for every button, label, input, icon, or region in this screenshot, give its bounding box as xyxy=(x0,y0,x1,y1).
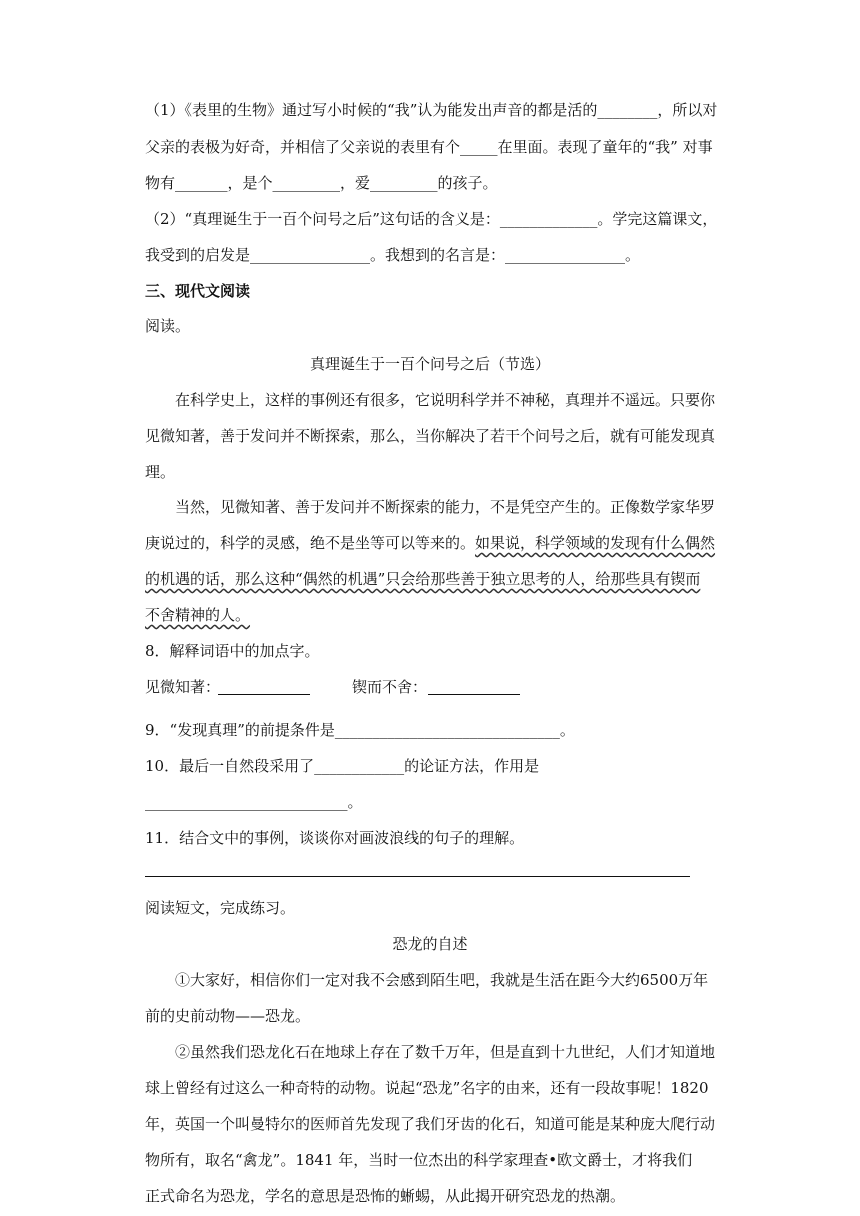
passage1-p1-line2: 见微知著，善于发问并不断探索，那么，当你解决了若干个问号之后，就有可能发现真 xyxy=(145,427,716,445)
passage2-p2-line1: ②虽然我们恐龙化石在地球上存在了数千万年，但是直到十九世纪，人们才知道地 xyxy=(175,1043,716,1061)
question-10-line2: ___________________________。 xyxy=(145,793,363,811)
q7-1-line2: 父亲的表极为好奇，并相信了父亲说的表里有个_____在里面。表现了童年的“我” 对事 xyxy=(145,138,713,156)
passage1-p2-line1: 当然，见微知著、善于发问并不断探索的能力，不是凭空产生的。正像数学家华罗 xyxy=(175,498,716,516)
q8-word-a-blank[interactable] xyxy=(218,694,310,695)
q8-word-a-label: 见微知著： xyxy=(145,678,221,696)
passage2-p1-line1: ①大家好，相信你们一定对我不会感到陌生吧，我就是生活在距今大约6500万年 xyxy=(175,971,709,989)
question-8: 8．解释词语中的加点字。 xyxy=(145,642,320,660)
passage2-p2-line3: 年，英国一个叫曼特尔的医师首先发现了我们牙齿的化石，知道可能是某种庞大爬行动 xyxy=(145,1115,716,1133)
passage2-p2-line4: 物所有，取名“禽龙”。1841 年，当时一位杰出的科学家理查•欧文爵士，才将我们 xyxy=(145,1151,693,1169)
q7-1-line3: 物有_______，是个_________，爱_________的孩子。 xyxy=(145,174,498,192)
question-11: 11．结合文中的事例，谈谈你对画波浪线的句子的理解。 xyxy=(145,829,525,847)
section-heading: 三、现代文阅读 xyxy=(145,282,251,300)
passage2-p1-line2: 前的史前动物——恐龙。 xyxy=(145,1007,311,1025)
question-10-line1: 10．最后一自然段采用了____________的论证方法，作用是 xyxy=(145,757,540,775)
passage2-title: 恐龙的自述 xyxy=(392,935,468,953)
wavy-underlined-sentence-start: 如果说，科学领域的发现有什么偶然 xyxy=(475,534,716,552)
section-intro: 阅读。 xyxy=(145,317,191,335)
wavy-underlined-sentence-end: 不舍精神的人。 xyxy=(145,606,251,624)
passage1-p1-line1: 在科学史上，这样的事例还有很多，它说明科学并不神秘，真理并不遥远。只要你 xyxy=(175,391,716,409)
q11-answer-line[interactable] xyxy=(145,876,690,877)
passage1-title: 真理诞生于一百个问号之后（节选） xyxy=(309,355,550,373)
passage2-p2-line5: 正式命名为恐龙，学名的意思是恐怖的蜥蜴，从此揭开研究恐龙的热潮。 xyxy=(145,1187,626,1205)
passage2-p2-line2: 球上曾经有过这么一种奇特的动物。说起“恐龙”名字的由来，还有一段故事呢！1820 xyxy=(145,1079,709,1097)
passage1-p1-line3: 理。 xyxy=(145,463,176,481)
passage2-intro: 阅读短文，完成练习。 xyxy=(145,899,296,917)
q7-2-line2: 我受到的启发是________________。我想到的名言是：________________。 xyxy=(145,246,641,264)
q8-word-b-label: 锲而不舍： xyxy=(352,678,428,696)
q7-1-line1: （1）《表里的生物》通过写小时候的“我”认为能发出声音的都是活的________，所以对 xyxy=(145,101,718,119)
passage1-p2-line2 xyxy=(145,533,715,553)
passage1-p2-line2-plain: 庚说过的，科学的灵感，绝不是坐等可以等来的。 xyxy=(145,534,476,552)
question-9: 9．“发现真理”的前提条件是______________________________。 xyxy=(145,721,575,739)
q7-2-line1: （2）“真理诞生于一百个问号之后”这句话的含义是：_____________。学完这篇课文， xyxy=(145,210,718,228)
q8-word-b-blank[interactable] xyxy=(428,694,520,695)
wavy-underlined-sentence-middle: 的机遇的话，那么这种“偶然的机遇”只会给那些善于独立思考的人，给那些具有锲而 xyxy=(145,570,701,588)
